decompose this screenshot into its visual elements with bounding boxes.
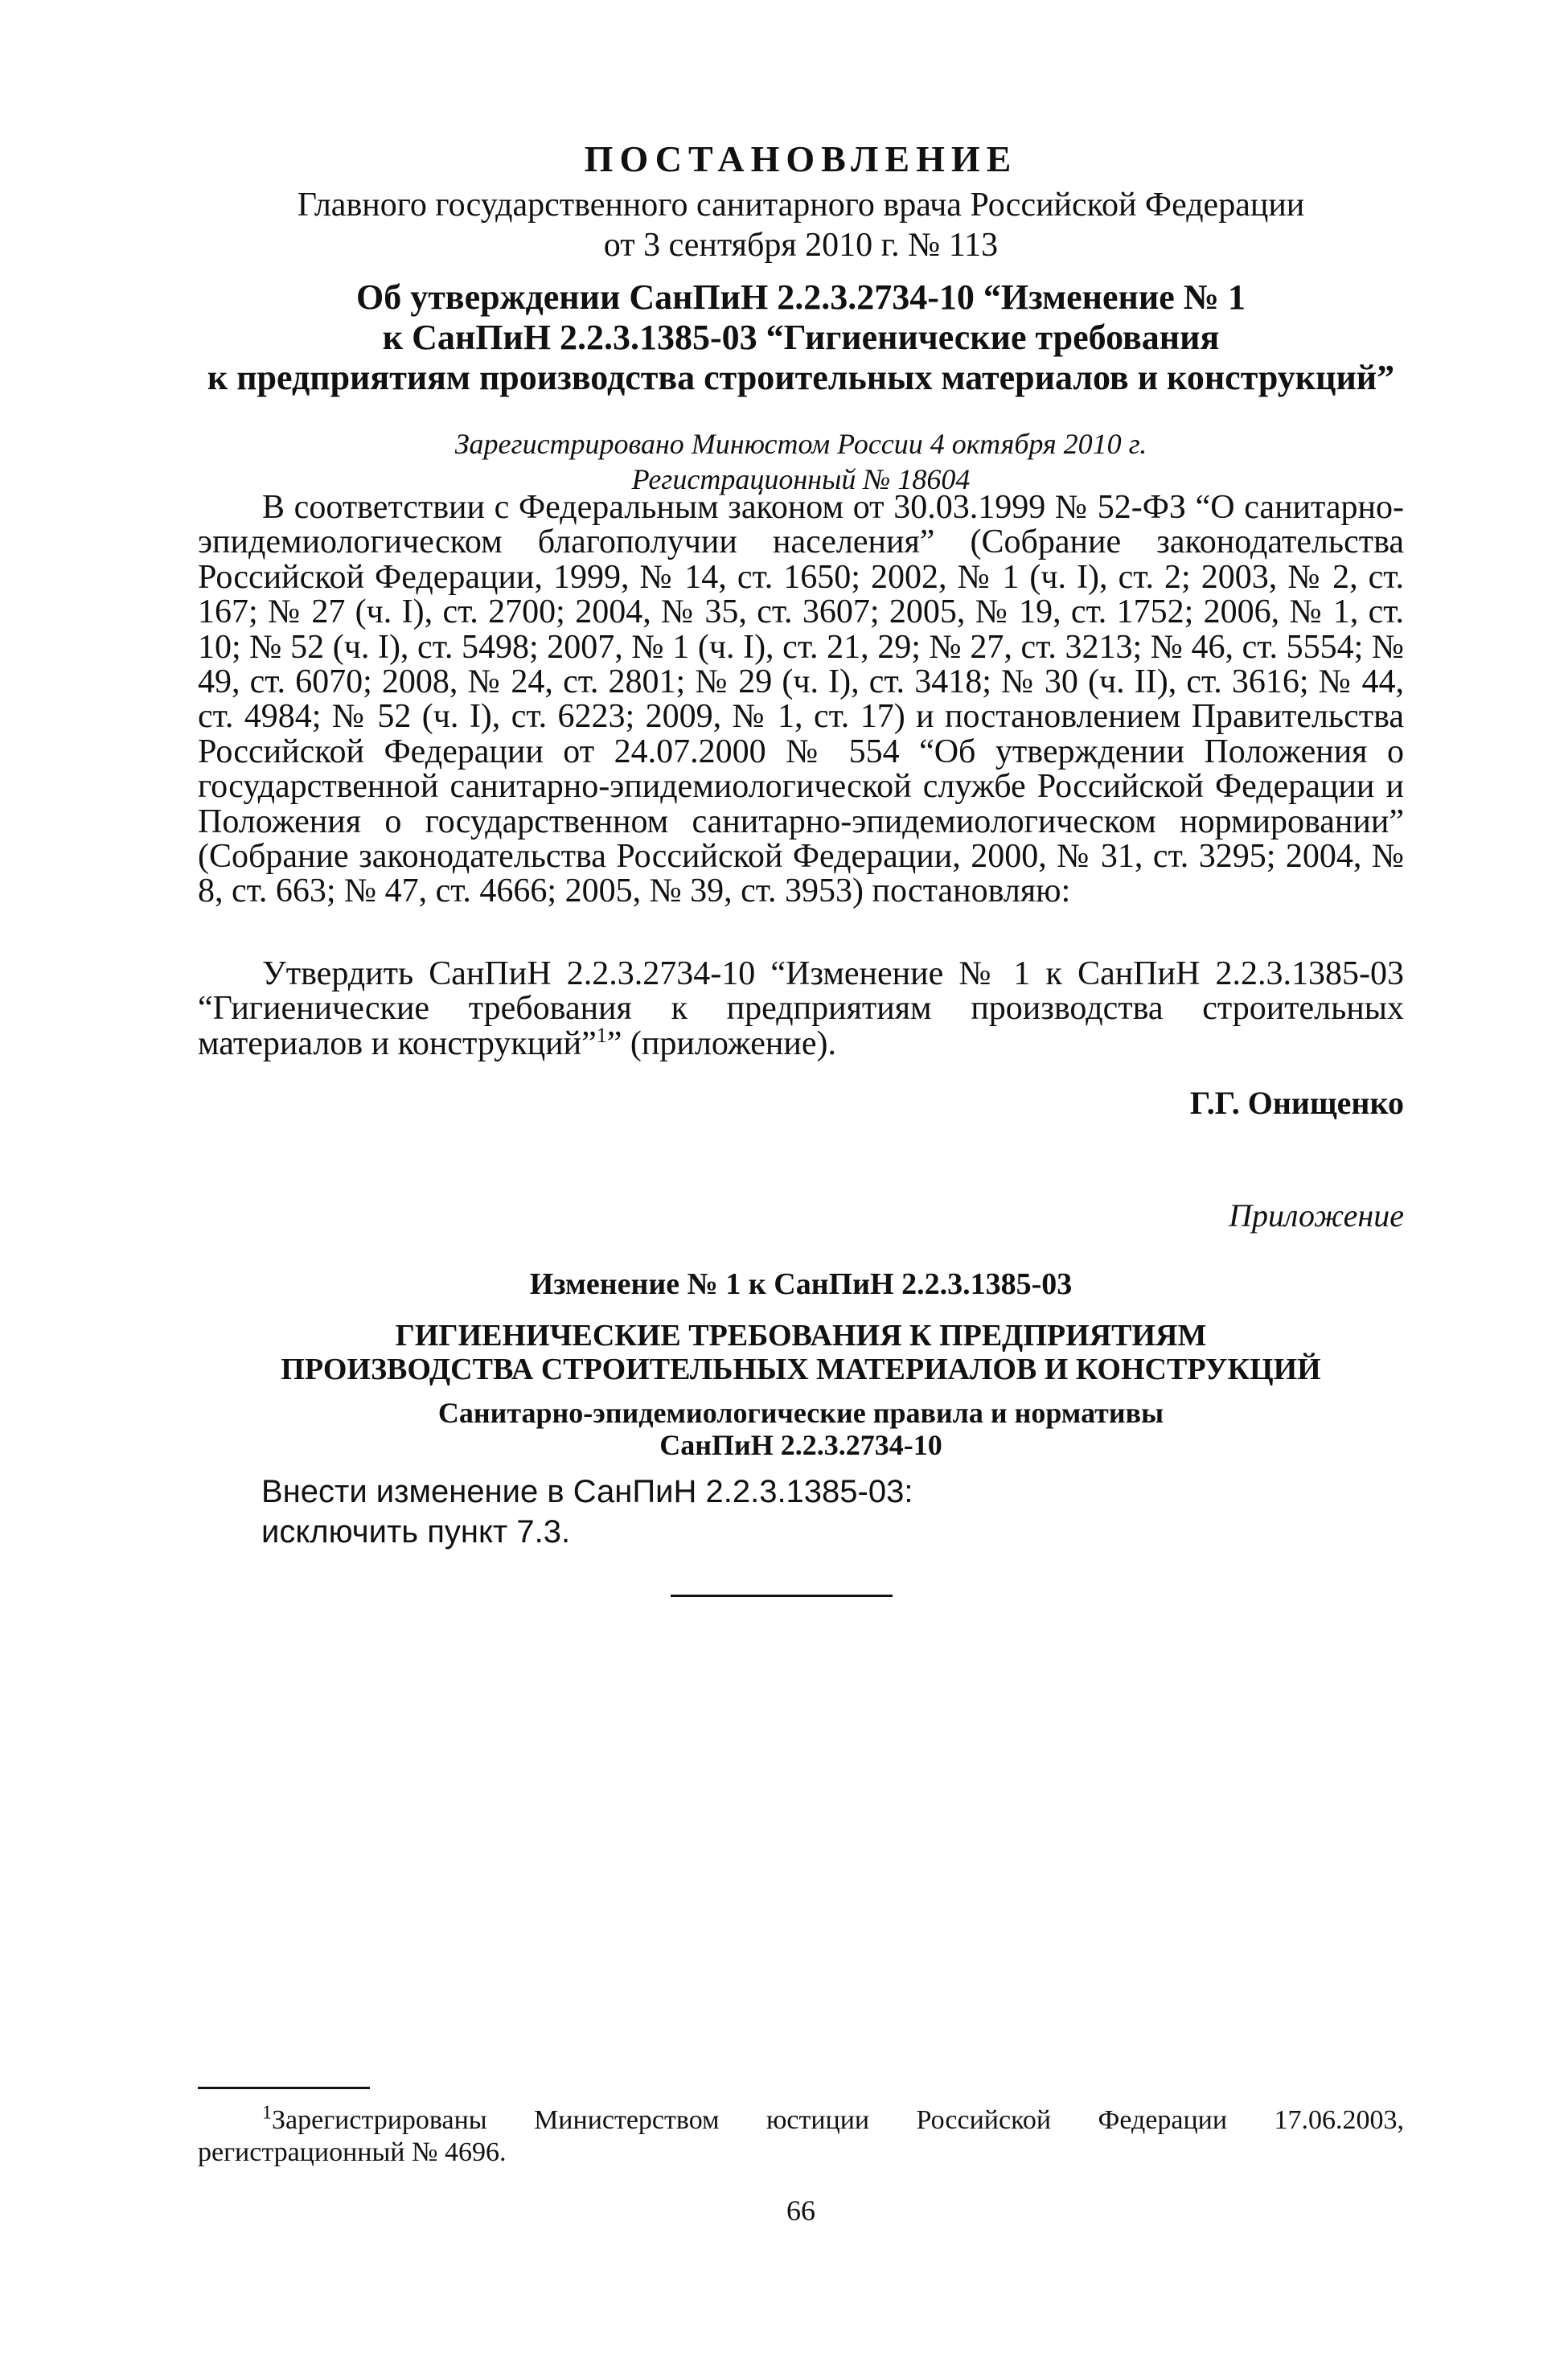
- amendment-title: Изменение № 1 к СанПиН 2.2.3.1385-03: [529, 1267, 1073, 1301]
- rules-heading: [198, 1397, 1404, 1461]
- decree-subject: [198, 277, 1404, 398]
- footnote-divider: [198, 2087, 370, 2089]
- issuer-line: Главного государственного санитарного врача Российской Федерации: [297, 187, 1305, 224]
- registration-line: Зарегистрировано Минюстом России 4 октября 2010 г.: [454, 428, 1147, 460]
- amendment-body-line: исключить пункт 7.3.: [261, 1514, 571, 1550]
- subject-line: Об утверждении СанПиН 2.2.3.2734-10 “Изменение № 1: [355, 277, 1246, 317]
- subject-line: к предприятиям производства строительных материалов и конструкций”: [207, 358, 1395, 397]
- preamble-paragraph: В соответствии с Федеральным законом от 30.03.1999 № 52-ФЗ “О санитарно-эпидемиологическом благополучии населения” (Собрание законодательства Российской Федерации, 1999, № 14, ст. 1650; 2002, № 1 (ч. I), ст. 2; 2003, № 2, ст. 167; № 27 (ч. I), ст. 2700; 2004, № 35, ст. 3607; 2005, № 19, ст. 1752; 2006, № 1, ст. 10; № 52 (ч. I), ст. 5498; 2007, № 1 (ч. I), ст. 21, 29; № 27, ст. 3213; № 46, ст. 5554; № 49, ст. 6070; 2008, № 24, ст. 2801; № 29 (ч. I), ст. 3418; № 30 (ч. II), ст. 3616; № 44, ст. 4984; № 52 (ч. I), ст. 6223; 2009, № 1, ст. 17) и постановлением Правительства Российской Федерации от 24.07.2000 № 554 “Об утверждении Положения о государственной санитарно-эпидемиологической службе Российской Федерации и Положения о государственном санитарно-эпидемиологическом нормировании” (Собрание законодательства Российской Федерации, 2000, № 31, ст. 3295; 2004, № 8, ст. 663; № 47, ст. 4666; 2005, № 39, ст. 3953) постановляю:: [198, 489, 1404, 910]
- registration-number: Регистрационный № 18604: [631, 463, 971, 495]
- subtitle-line: ПРОИЗВОДСТВА СТРОИТЕЛЬНЫХ МАТЕРИАЛОВ И КОНСТРУКЦИЙ: [281, 1353, 1321, 1386]
- signature: Г.Г. Онищенко: [1189, 1085, 1404, 1121]
- document-title: ПОСТАНОВЛЕНИЕ: [584, 138, 1018, 179]
- footnote-marker: 1: [262, 2102, 272, 2124]
- section-divider: [671, 1595, 893, 1597]
- page-number: 66: [786, 2194, 815, 2227]
- rules-code: СанПиН 2.2.3.2734-10: [659, 1429, 942, 1461]
- issuer-block: [198, 185, 1404, 265]
- decree-tail: ” (приложение).: [606, 1024, 836, 1062]
- amendment-body-line: Внести изменение в СанПиН 2.2.3.1385-03:: [261, 1474, 913, 1509]
- subtitle-line: ГИГИЕНИЧЕСКИЕ ТРЕБОВАНИЯ К ПРЕДПРИЯТИЯМ: [395, 1319, 1207, 1353]
- amendment-body: [261, 1472, 1307, 1552]
- amendment-subtitle: [198, 1319, 1404, 1386]
- decree-text: Утвердить СанПиН 2.2.3.2734-10 “Изменение № 1 к СанПиН 2.2.3.1385-03 “Гигиенические требования к предприятиям производства строительных материалов и конструкций”: [198, 955, 1404, 1062]
- decree-date-number: от 3 сентября 2010 г. № 113: [603, 227, 999, 264]
- footnote: [198, 2104, 1404, 2169]
- decree-paragraph: [198, 957, 1404, 1061]
- footnote-reference: 1: [596, 1023, 607, 1047]
- appendix-label: Приложение: [1229, 1197, 1404, 1234]
- subject-line: к СанПиН 2.2.3.1385-03 “Гигиенические требования: [382, 318, 1220, 357]
- footnote-text: Зарегистрированы Министерством юстиции Российской Федерации 17.06.2003, регистрационный № 4696.: [198, 2105, 1404, 2167]
- rules-line: Санитарно-эпидемиологические правила и нормативы: [437, 1397, 1164, 1429]
- registration-note: [198, 426, 1404, 497]
